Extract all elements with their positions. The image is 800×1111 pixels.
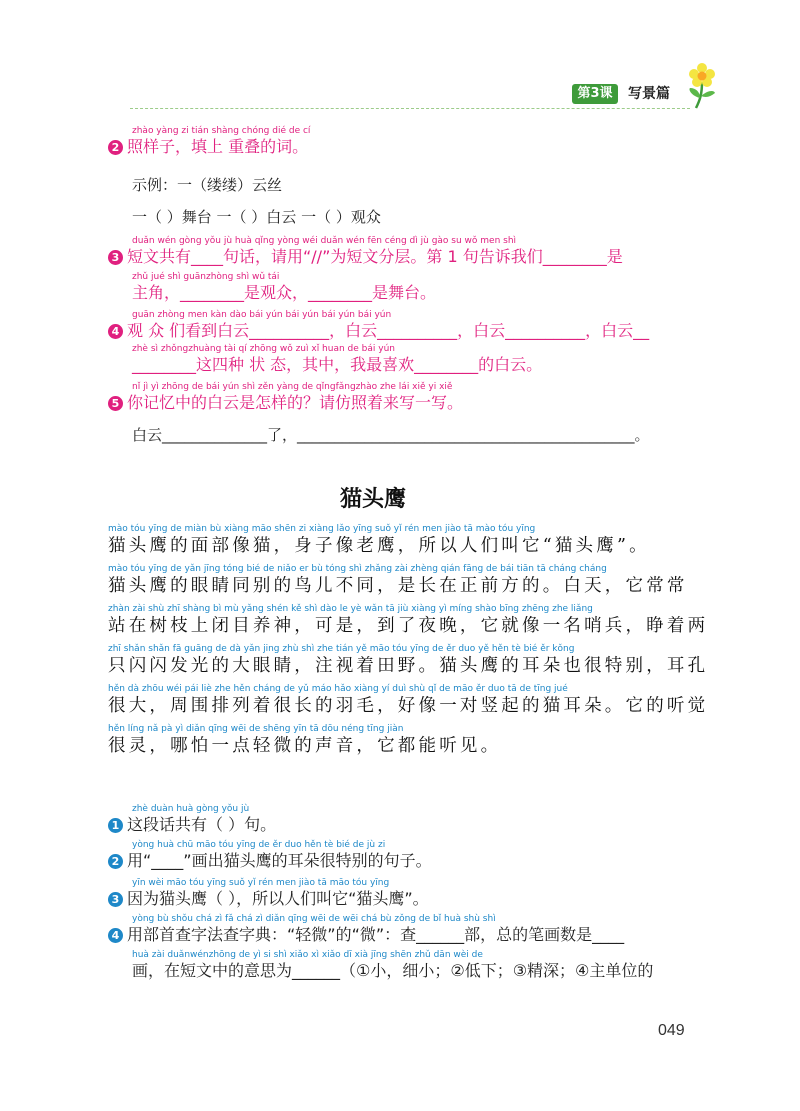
q3-pinyin-1: duǎn wén gòng yǒu jù huà qǐng yòng wéi duǎn wén fēn céng dì jù gào su wǒ men shì (132, 236, 517, 246)
b4-pinyin-1: yòng bù shǒu chá zì fǎ chá zì diǎn qīng wēi de wēi chá bù zǒng de bǐ huà shù shì (132, 914, 496, 924)
q2-blanks[interactable]: 一（ ）舞台 一（ ）白云 一（ ）观众 (132, 208, 381, 226)
q2-example: 示例：一（缕缕）云丝 (132, 176, 283, 194)
b4-number: 4 (108, 928, 123, 943)
q5-prompt (108, 392, 463, 414)
q5-number: 5 (108, 396, 123, 411)
passage-pinyin-line: hěn dà zhōu wéi pái liè zhe hěn cháng de yǔ máo hǎo xiàng yí duì shù qǐ de māo ěr duo tā de tīng jué (108, 684, 568, 694)
q3-text-2[interactable]: 主角，________是观众，________是舞台。 (132, 283, 437, 302)
b3-prompt[interactable] (108, 888, 429, 910)
b1-number: 1 (108, 818, 123, 833)
passage-pinyin-line: zhàn zài shù zhī shàng bì mù yǎng shén kě shì dào le yè wǎn tā jiù xiàng yì míng shào bīng zhēng zhe liǎng (108, 604, 593, 614)
b2-pinyin: yòng huà chū māo tóu yīng de ěr duo hěn tè bié de jù zi (132, 840, 386, 850)
b3-pinyin: yīn wèi māo tóu yīng suǒ yǐ rén men jiào tā māo tóu yīng (132, 878, 390, 888)
q4-text-1: 观 众 们看到白云__________，白云__________，白云__________，白云__ (127, 321, 650, 340)
q3-number: 3 (108, 250, 123, 265)
lesson-badge: 第3课 (572, 84, 618, 104)
q5-pinyin: nǐ jì yì zhōng de bái yún shì zěn yàng de qǐngfǎngzhào zhe lái xiě yi xiě (132, 382, 453, 392)
q3-text-1: 短文共有____句话，请用“//”为短文分层。第 1 句告诉我们________是 (127, 247, 623, 266)
b4-prompt[interactable] (108, 924, 624, 946)
b1-text: 这段话共有（ ）句。 (127, 815, 277, 834)
q2-pinyin: zhào yàng zi tián shàng chóng dié de cí (132, 126, 311, 136)
b4-text-1: 用部首查字法查字典：“轻微”的“微”：查______部，总的笔画数是____ (127, 925, 625, 944)
b1-pinyin: zhè duàn huà gòng yǒu jù (132, 804, 250, 814)
b2-text: 用“____”画出猫头鹰的耳朵很特别的句子。 (127, 851, 432, 870)
b3-text: 因为猫头鹰（ ），所以人们叫它“猫头鹰”。 (127, 889, 429, 908)
q2-text: 照样子，填上 重叠的词。 (127, 137, 309, 156)
passage-text-line: 猫头鹰的面部像猫，身子像老鹰，所以人们叫它“猫头鹰”。 (108, 536, 650, 556)
q4-pinyin-1: guān zhòng men kàn dào bái yún bái yún bái yún bái yún (132, 310, 392, 320)
passage-pinyin-line: mào tóu yīng de miàn bù xiàng māo shēn zi xiàng lǎo yīng suǒ yǐ rén men jiào tā mào tóu yīng (108, 524, 536, 534)
passage-pinyin-line: mào tóu yīng de yǎn jīng tóng bié de niǎo er bù tóng shì zhǎng zài zhèng qián fāng de bái tiān tā cháng cháng (108, 564, 607, 574)
passage-text-line: 站在树枝上闭目养神，可是，到了夜晚，它就像一名哨兵，睁着两 (108, 616, 709, 636)
b3-number: 3 (108, 892, 123, 907)
passage-pinyin-line: hěn líng nǎ pà yì diǎn qīng wēi de shēng yīn tā dōu néng tīng jiàn (108, 724, 404, 734)
q3-pinyin-2: zhǔ jué shì guānzhòng shì wǔ tái (132, 272, 280, 282)
q2-number: 2 (108, 140, 123, 155)
passage-title: 猫头鹰 (340, 486, 407, 512)
flower-icon (682, 60, 722, 110)
page-number: 049 (658, 1022, 685, 1039)
q4-pinyin-2: zhè sì zhǒngzhuàng tài qí zhōng wǒ zuì xǐ huan de bái yún (132, 344, 395, 354)
b4-text-2[interactable]: 画，在短文中的意思为______（①小，细小；②低下；③精深；④主单位的 (132, 961, 654, 980)
q5-answer-line[interactable]: 白云______________了，_____________________________________________。 (132, 426, 650, 444)
passage-text-line: 只闪闪发光的大眼睛，注视着田野。猫头鹰的耳朵也很特别，耳孔 (108, 656, 709, 676)
passage-text-line: 很灵，哪怕一点轻微的声音，它都能听见。 (108, 736, 502, 756)
q4-prompt[interactable] (108, 320, 649, 342)
q4-text-2[interactable]: ________这四种 状 态，其中，我最喜欢________的白云。 (132, 355, 543, 374)
b1-prompt[interactable] (108, 814, 276, 836)
passage-text-line: 很大，周围排列着很长的羽毛，好像一对竖起的猫耳朵。它的听觉 (108, 696, 709, 716)
passage-text-line: 猫头鹰的眼睛同别的鸟儿不同，是长在正前方的。白天，它常常 (108, 576, 688, 596)
q3-prompt[interactable] (108, 246, 623, 268)
q4-number: 4 (108, 324, 123, 339)
section-label: 写景篇 (628, 86, 670, 102)
passage-pinyin-line: zhī shǎn shǎn fā guāng de dà yǎn jing zhù shì zhe tián yě māo tóu yīng de ěr duo yě hěn tè bié ěr kǒng (108, 644, 575, 654)
b4-pinyin-2: huà zài duǎnwénzhōng de yì si shì xiǎo xì xiǎo dī xià jīng shēn zhǔ dān wèi de (132, 950, 483, 960)
b2-number: 2 (108, 854, 123, 869)
b2-prompt[interactable] (108, 850, 432, 872)
q5-text: 你记忆中的白云是怎样的？请仿照着来写一写。 (127, 393, 464, 412)
q2-prompt (108, 136, 308, 158)
header-divider (130, 108, 690, 109)
